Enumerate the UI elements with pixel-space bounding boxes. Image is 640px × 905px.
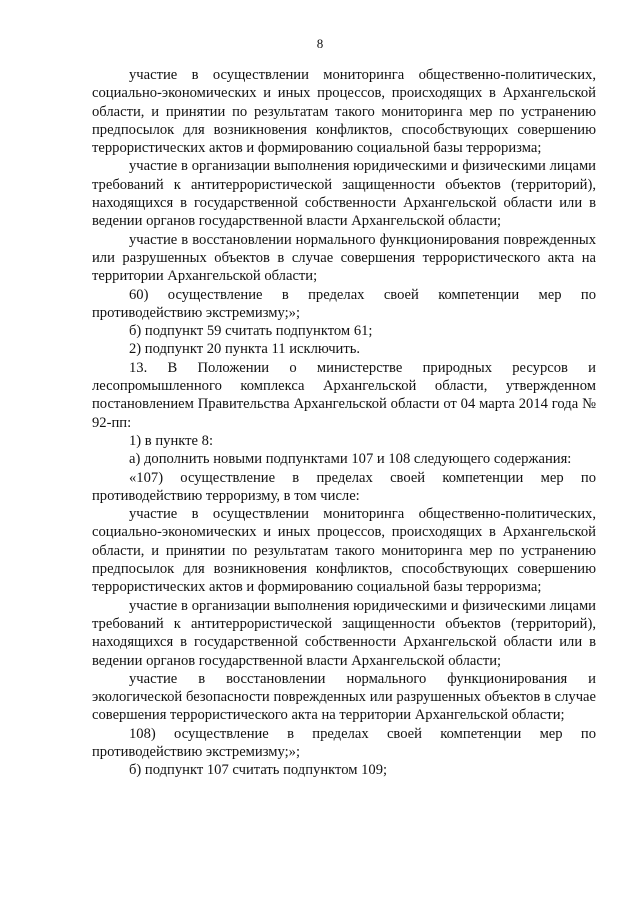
paragraph-restoration-2: участие в восстановлении нормального функционирования и экологической безопасности поврежденных или разрушенных объектов в случае совершения террористического акта на территории Архангельской области; <box>92 670 596 724</box>
paragraph-monitoring: участие в осуществлении мониторинга общественно-политических, социально-экономических и иных процессов, происходящих в Архангельской области, и принятии по результатам такого мониторинга мер по устранению предпосылок для возникновения конфликтов, способствующих совершению террористических актов и формированию социальной базы терроризма; <box>92 67 596 157</box>
paragraph-restoration: участие в восстановлении нормального функционирования поврежденных или разрушенных объектов в случае совершения террористического акта на территории Архангельской области; <box>92 231 596 285</box>
paragraph-renumber-107: б) подпункт 107 считать подпунктом 109; <box>129 762 388 779</box>
document-body <box>92 66 596 780</box>
paragraph-item-108: 108) осуществление в пределах своей компетенции мер по противодействию экстремизму;»; <box>92 725 596 760</box>
paragraph-item-107: «107) осуществление в пределах своей компетенции мер по противодействию терроризму, в том числе: <box>92 469 596 504</box>
paragraph-exclude-20: 2) подпункт 20 пункта 11 исключить. <box>129 341 361 358</box>
paragraph-item-60: 60) осуществление в пределах своей компетенции мер по противодействию экстремизму;»; <box>92 286 596 321</box>
paragraph-add-107-108: а) дополнить новыми подпунктами 107 и 108 следующего содержания: <box>129 451 572 468</box>
paragraph-point-8: 1) в пункте 8: <box>129 432 214 449</box>
paragraph-antiterror-protection-2: участие в организации выполнения юридическими и физическими лицами требований к антитеррористической защищенности объектов (территорий), находящихся в государственной собственности Архангельской области или в ведении органов государственной власти Архангельской области; <box>92 597 596 669</box>
paragraph-monitoring-2: участие в осуществлении мониторинга общественно-политических, социально-экономических и иных процессов, происходящих в Архангельской области, и принятии по результатам такого мониторинга мер по устранению предпосылок для возникновения конфликтов, способствующих совершению террористических актов и формированию социальной базы терроризма; <box>92 506 596 596</box>
paragraph-antiterror-protection: участие в организации выполнения юридическими и физическими лицами требований к антитеррористической защищенности объектов (территорий), находящихся в государственной собственности Архангельской области или в ведении органов государственной власти Архангельской области; <box>92 158 596 230</box>
paragraph-section-13: 13. В Положении о министерстве природных ресурсов и лесопромышленного комплекса Архангельской области, утвержденном постановлением Правительства Архангельской области от 04 марта 2014 года № 92-пп: <box>92 359 596 431</box>
page-number: 8 <box>316 36 324 51</box>
paragraph-renumber-59: б) подпункт 59 считать подпунктом 61; <box>129 323 373 340</box>
